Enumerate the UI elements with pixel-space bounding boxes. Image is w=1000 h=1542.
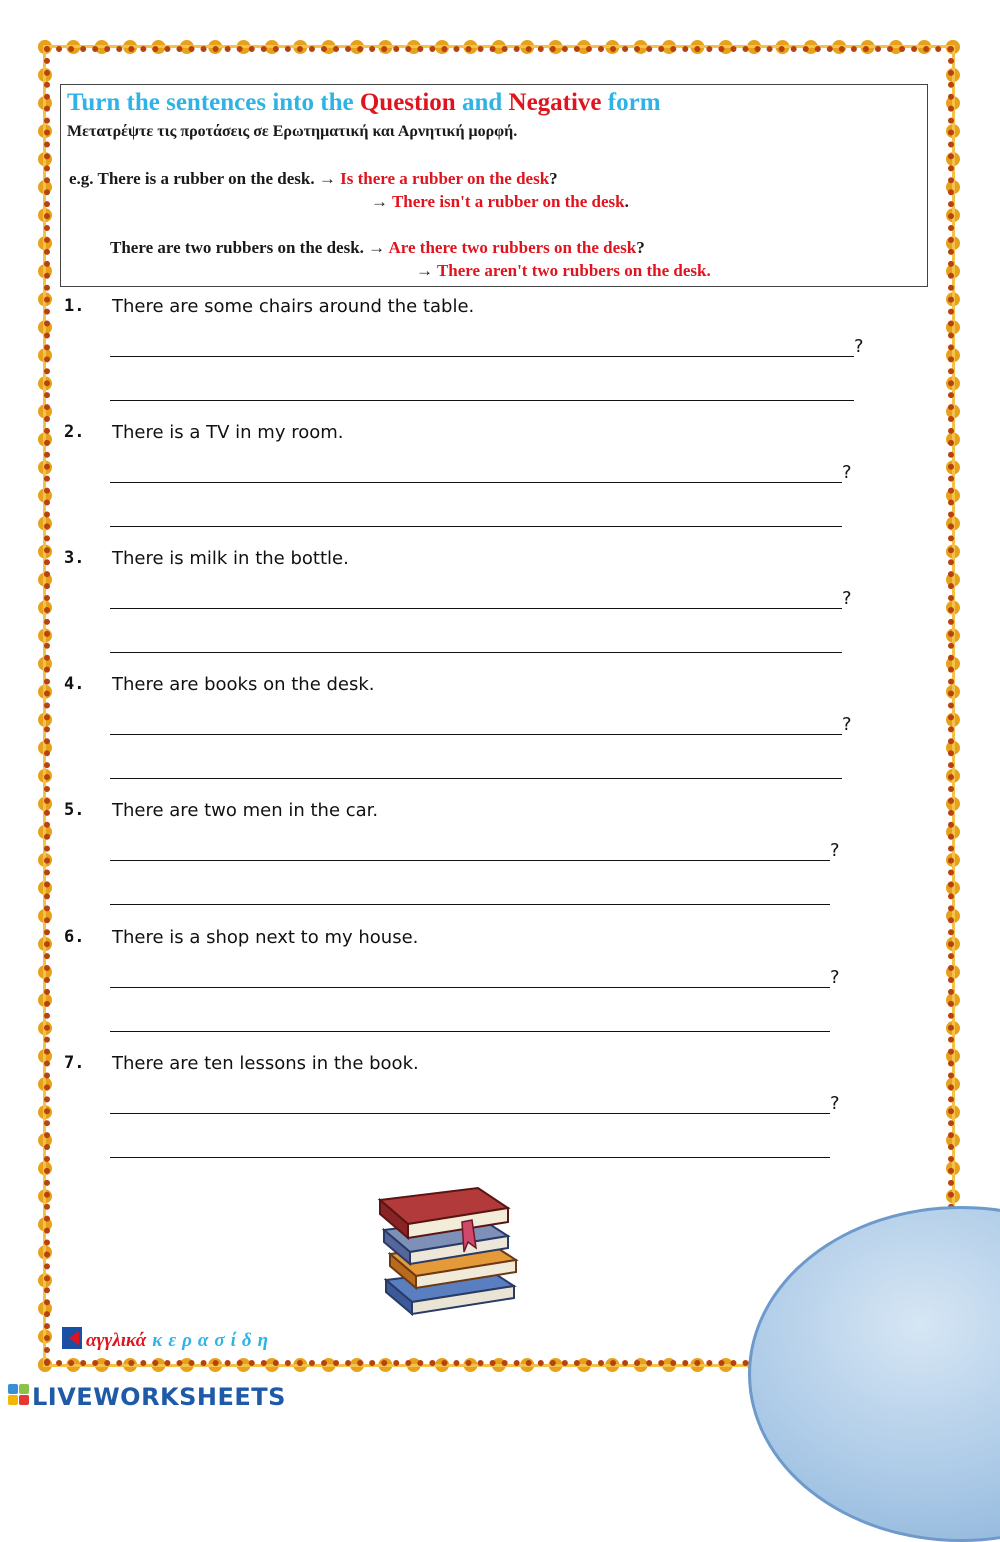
exercise-number: 2.	[64, 422, 85, 442]
logo-mark-icon	[62, 1327, 82, 1349]
question-answer-line[interactable]	[110, 1113, 830, 1114]
page-title	[67, 89, 661, 117]
negative-answer-line[interactable]	[110, 1031, 830, 1032]
question-mark: ?	[830, 1093, 840, 1114]
exercise-sentence: There are ten lessons in the book.	[112, 1053, 419, 1074]
logo-text-part2: κερασίδη	[152, 1330, 275, 1351]
negative-answer-line[interactable]	[110, 1157, 830, 1158]
negative-answer-line[interactable]	[110, 778, 842, 779]
exercise-number: 3.	[64, 548, 85, 568]
example-arrow: →	[371, 192, 392, 211]
publisher-logo	[86, 1330, 274, 1352]
question-mark: ?	[842, 588, 852, 609]
example-period: .	[624, 192, 629, 211]
question-mark: ?	[830, 967, 840, 988]
exercise-sentence: There is a shop next to my house.	[112, 927, 419, 948]
title-part: Turn the sentences into the	[67, 89, 360, 116]
title-negative-word: Negative	[508, 89, 602, 116]
exercise-sentence: There is a TV in my room.	[112, 422, 344, 443]
example-question: Is there a rubber on the desk	[340, 169, 550, 188]
example-2-negative-line	[416, 261, 711, 281]
question-mark: ?	[854, 336, 864, 357]
exercise-number: 6.	[64, 927, 85, 947]
question-answer-line[interactable]	[110, 860, 830, 861]
question-answer-line[interactable]	[110, 734, 842, 735]
question-answer-line[interactable]	[110, 356, 854, 357]
books-illustration	[376, 1182, 528, 1316]
negative-answer-line[interactable]	[110, 904, 830, 905]
exercise-number: 4.	[64, 674, 85, 694]
example-2-question-line	[110, 238, 645, 258]
question-answer-line[interactable]	[110, 608, 842, 609]
example-1-negative-line	[371, 192, 629, 212]
title-part: and	[455, 89, 509, 116]
example-negative: There isn't a rubber on the desk	[391, 192, 625, 211]
example-1-question-line	[69, 169, 558, 189]
exercise-sentence: There is milk in the bottle.	[112, 548, 349, 569]
negative-answer-line[interactable]	[110, 652, 842, 653]
example-negative: There aren't two rubbers on the desk.	[436, 261, 711, 280]
exercise-sentence: There are two men in the car.	[112, 800, 379, 821]
exercise-sentence: There are some chairs around the table.	[112, 296, 475, 317]
question-mark: ?	[842, 714, 852, 735]
negative-answer-line[interactable]	[110, 400, 854, 401]
example-prefix: There are two rubbers on the desk. →	[110, 238, 389, 257]
logo-text-part1: αγγλικά	[86, 1330, 147, 1351]
exercise-number: 5.	[64, 800, 85, 820]
exercise-sentence: There are books on the desk.	[112, 674, 375, 695]
title-part: form	[601, 89, 661, 116]
liveworksheets-brand[interactable]: LIVEWORKSHEETS	[32, 1383, 286, 1411]
liveworksheets-icon	[8, 1384, 30, 1406]
instructions-box	[60, 84, 928, 287]
exercise-number: 7.	[64, 1053, 85, 1073]
negative-answer-line[interactable]	[110, 526, 842, 527]
greek-subtitle: Μετατρέψτε τις προτάσεις σε Ερωτηματική και Αρνητική μορφή.	[67, 123, 518, 140]
example-qmark: ?	[636, 238, 645, 257]
exercise-number: 1.	[64, 296, 85, 316]
question-answer-line[interactable]	[110, 987, 830, 988]
question-mark: ?	[842, 462, 852, 483]
example-prefix: e.g. There is a rubber on the desk. →	[69, 169, 341, 188]
example-arrow: →	[416, 261, 437, 280]
question-mark: ?	[830, 840, 840, 861]
question-answer-line[interactable]	[110, 482, 842, 483]
example-qmark: ?	[549, 169, 558, 188]
title-question-word: Question	[359, 89, 456, 116]
example-question: Are there two rubbers on the desk	[388, 238, 637, 257]
